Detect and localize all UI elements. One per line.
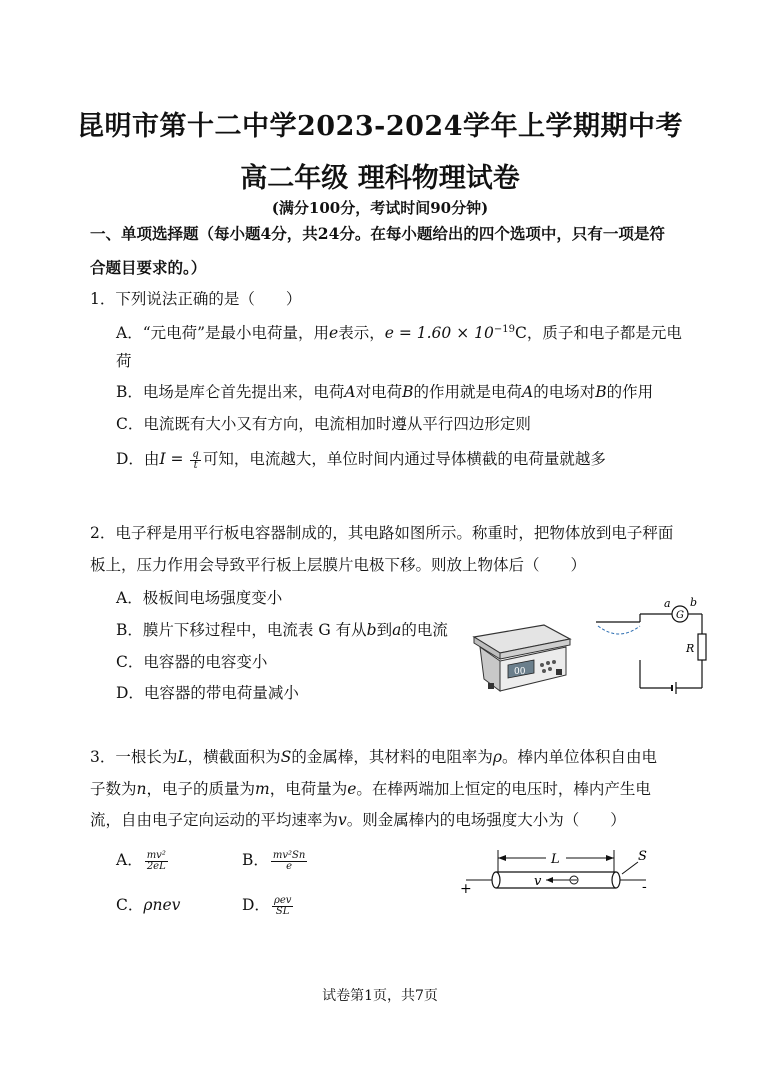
q2-option-d: D．电容器的带电荷量减小 — [116, 684, 299, 702]
q1-a-text: A．“元电荷”是最小电荷量，用 — [116, 324, 330, 343]
galvanometer-label: G — [676, 610, 684, 621]
q3-option-a — [116, 850, 170, 872]
q3-c-expr: ρnev — [143, 896, 181, 914]
q3-l2-n: n — [136, 780, 147, 798]
q1-d-den: t — [193, 459, 198, 471]
q1-b-A: A — [344, 383, 356, 401]
q3-l2-4: 。在棒两端加上恒定的电压时，棒内产生电 — [356, 780, 651, 798]
q1-d-num: q — [192, 448, 199, 460]
q3-b-num: mv²Sn — [272, 849, 306, 861]
q1-b-B2: B — [595, 383, 607, 401]
q3-a-num: mv² — [146, 849, 166, 861]
q1-d-I: I — [159, 450, 166, 468]
q3-l1-4: 。棒内单位体积自由电 — [501, 748, 657, 766]
q3-b-label: B． — [242, 851, 269, 869]
q3-l3-v: v — [338, 811, 347, 829]
q1-d-pre: D．由 — [116, 450, 160, 468]
q3-l2-3: ，电荷量为 — [269, 780, 348, 798]
q3-l1-S: S — [280, 748, 292, 766]
q3-option-b — [242, 850, 309, 872]
terminal-minus: - — [642, 879, 647, 895]
capacitor-circuit-figure — [594, 594, 718, 698]
q3-l2-e: e — [347, 780, 357, 798]
q1-b-1: B．电场是库仑首先提出来，电荷 — [116, 383, 345, 401]
q3-d-num: ρev — [273, 894, 292, 906]
q1-b-A2: A — [522, 383, 534, 401]
q1-d-fraction — [190, 450, 200, 471]
q3-d-fraction — [272, 896, 293, 917]
q3-b-den: e — [286, 860, 293, 872]
q2-b-a: a — [392, 621, 402, 639]
q1-option-a — [116, 320, 682, 343]
electronic-scale-figure — [466, 617, 576, 703]
q1-d-post: 可知，电流越大，单位时间内通过导体横截的电荷量就越多 — [202, 450, 606, 468]
q1-a-eq: e = 1.60 × 10 — [384, 324, 494, 343]
q2-b-1: B．膜片下移过程中，电流表 G 有从 — [116, 621, 367, 639]
q1-b-4: 的电场对 — [533, 383, 596, 401]
terminal-a-label: a — [664, 597, 671, 610]
q3-a-fraction — [145, 851, 168, 872]
velocity-label: v — [534, 874, 542, 889]
section-header-line1: 一、单项选择题（每小题4分，共24分。在每小题给出的四个选项中，只有一项是符 — [90, 224, 665, 243]
q2-stem-line2: 板上，压力作用会导致平行板上层膜片电极下移。则放上物体后（ ） — [90, 556, 587, 574]
rod-length-label: L — [551, 852, 560, 867]
q2-b-b: b — [366, 621, 377, 639]
q3-l1-rho: ρ — [492, 748, 502, 766]
q3-l1-1: 3．一根长为 — [90, 748, 178, 766]
q3-l3-2: 。则金属棒内的电场强度大小为（ ） — [346, 811, 626, 829]
q3-l1-3: 的金属棒，其材料的电阻率为 — [291, 748, 493, 766]
scale-display: 00 — [514, 667, 526, 677]
terminal-plus: + — [460, 881, 472, 896]
q3-stem-line3 — [90, 810, 626, 830]
q3-option-d — [242, 895, 295, 917]
q1-a-mid: 表示， — [338, 324, 385, 343]
q3-stem-line2 — [90, 779, 651, 799]
page-title: 昆明市第十二中学2023-2024学年上学期期中考 — [77, 111, 683, 142]
q1-b-3: 的作用就是电荷 — [413, 383, 523, 401]
q1-option-c: C．电流既有大小又有方向，电流相加时遵从平行四边形定则 — [116, 415, 531, 433]
q1-option-d — [116, 449, 606, 471]
q3-a-label: A． — [116, 851, 143, 869]
q2-option-c: C．电容器的电容变小 — [116, 653, 268, 671]
q1-option-a-cont: 荷 — [116, 352, 132, 370]
q3-l2-1: 子数为 — [90, 780, 137, 798]
q1-d-eq: = — [165, 450, 189, 468]
q3-a-den: 2eL — [146, 860, 166, 872]
q3-b-fraction — [271, 851, 307, 872]
q3-l2-2: ，电子的质量为 — [146, 780, 256, 798]
resistor-label: R — [686, 642, 695, 655]
q1-b-5: 的作用 — [606, 383, 654, 401]
q2-b-2: 到 — [376, 621, 393, 639]
q1-a-var: e — [329, 324, 339, 343]
q3-c-label: C． — [116, 896, 144, 914]
q1-option-b — [116, 382, 653, 402]
q1-stem: 1．下列说法正确的是（ ） — [90, 290, 302, 308]
q2-b-3: 的电流 — [401, 621, 448, 639]
q1-a-post: C，质子和电子都是元电 — [514, 324, 682, 343]
metal-rod-figure — [454, 844, 660, 896]
exam-info: (满分100分，考试时间90分钟) — [271, 199, 489, 217]
section-header-line2: 合题目要求的。） — [90, 258, 207, 277]
q2-stem-line1: 2．电子秤是用平行板电容器制成的，其电路如图所示。称重时，把物体放到电子秤面 — [90, 524, 674, 542]
q3-l1-L: L — [177, 748, 188, 766]
page-subtitle: 高二年级 理科物理试卷 — [240, 163, 520, 194]
q3-l3-1: 流，自由电子定向运动的平均速率为 — [90, 811, 339, 829]
q3-stem-line1 — [90, 747, 657, 767]
q3-l1-2: ，横截面积为 — [187, 748, 281, 766]
q2-option-a: A．极板间电场强度变小 — [116, 589, 283, 607]
q3-d-label: D． — [242, 896, 270, 914]
rod-area-label: S — [638, 849, 647, 864]
page-footer: 试卷第1页，共7页 — [322, 988, 438, 1004]
q3-l2-m: m — [255, 780, 270, 798]
q1-b-2: 对电荷 — [355, 383, 403, 401]
q3-option-c — [116, 895, 180, 915]
q1-a-exp: −19 — [493, 324, 515, 335]
q1-b-B: B — [402, 383, 414, 401]
q3-d-den: SL — [275, 905, 290, 917]
terminal-b-label: b — [690, 596, 698, 609]
q2-option-b — [116, 620, 448, 640]
